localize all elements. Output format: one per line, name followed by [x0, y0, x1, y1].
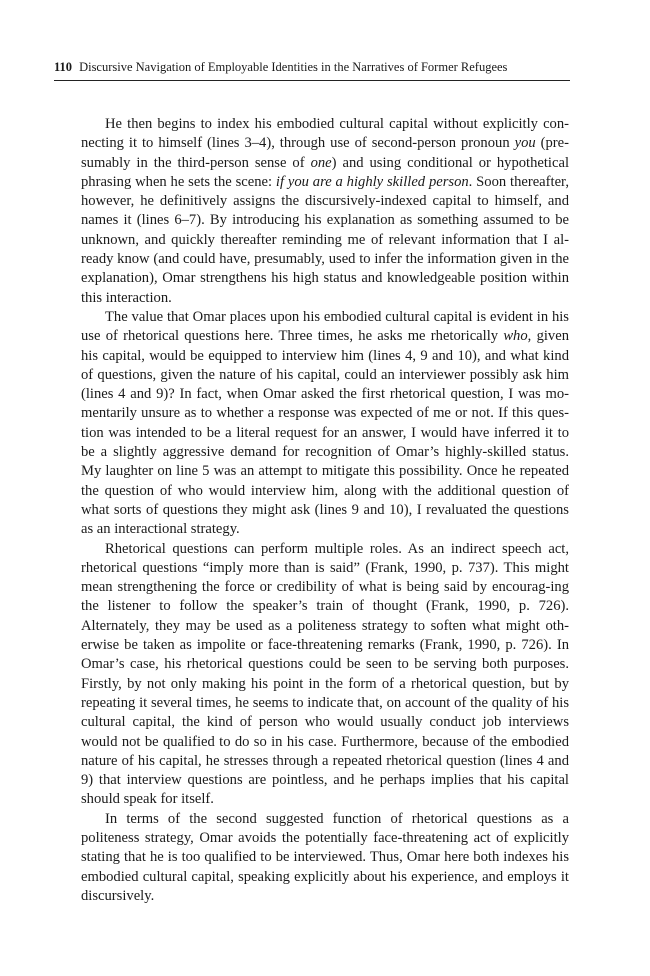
paragraph: [81, 115, 569, 308]
paragraph: [81, 810, 569, 906]
text-run: . Soon thereafter, however, he definitively assigns the discursively-indexed capital to himself, and names it (lines 6–7). By introducing his explanation as something assumed to be unknown, and quickly thereafter reminding me of relevant information that I al-ready know (and could have, presumably, used to infer the information given in the explanation), Omar strengthens his high status and knowledgeable position within this interaction.: [81, 173, 569, 306]
text-run: He then begins to index his embodied cultural capital without explicitly con-necting it to himself (lines 3–4), through use of second-person pronoun: [81, 116, 569, 152]
text-run: Rhetorical questions can perform multiple roles. As an indirect speech act, rhetorical questions “imply more than is said” (Frank, 1990, p. 737). This might mean strengthening the force or credibility of what is being said by encourag-ing the listener to follow the speaker’s train of thought (Frank, 1990, p. 726). Alternately, they may be used as a politeness strategy to soften what might oth-erwise be taken as impolite or face-threatening remarks (Frank, 1990, p. 726). In Omar’s case, his rhetorical questions could be seen to be serving both purposes. Firstly, by not only making his point in the form of a rhetorical question, but by repeating it several times, he seems to indicate that, on account of the quality of his cultural capital, the kind of person who would usually conduct job interviews would not be qualified to do so in his case. Furthermore, because of the embodied nature of his capital, he stresses through a repeated rhetorical question (lines 4 and 9) that interview questions are pointless, and he perhaps implies that his capital should speak for itself.: [81, 540, 569, 808]
italic-text: you: [514, 135, 536, 152]
italic-text: one: [310, 154, 332, 171]
text-run: , given his capital, would be equipped to interview him (lines 4, 9 and 10), and what kind of questions, given the nature of his capital, could an interviewer possibly ask him (lines 4 and 9)? In fact, when Omar asked the first rhetorical question, I was mo-mentarily unsure as to whether a response was expected of me or not. If this ques-tion was intended to be a literal request for an answer, I would have inferred it to be a slightly aggressive demand for recognition of Omar’s highly-skilled status. My laughter on line 5 was an attempt to mitigate this possibility. Once he repeated the question of who would interview him, along with the additional question of what sorts of questions they might ask (lines 9 and 10), I revaluated the questions as an interactional strategy.: [81, 328, 569, 538]
paragraph: [81, 540, 569, 810]
page-number: 110: [54, 60, 73, 74]
text-run: ) and using conditional or hypothetical phrasing when he sets the scene:: [81, 154, 569, 190]
running-head: [54, 58, 570, 81]
italic-text: if you are a highly skilled person: [275, 173, 469, 190]
text-run: In terms of the second suggested function of rhetorical questions as a politeness strategy, Omar avoids the potentially face-threatening act of explicitly stating that he is too qualified to be interviewed. Thus, Omar here both indexes his embodied cultural capital, speaking explicitly about his experience, and employs it discursively.: [81, 810, 569, 904]
running-title: Discursive Navigation of Employable Identities in the Narratives of Former Refugees: [79, 60, 508, 74]
text-run: (pre-sumably in the third-person sense of: [81, 135, 569, 171]
paragraph: [81, 308, 569, 540]
text-run: The value that Omar places upon his embodied cultural capital is evident in his use of rhetorical questions here. Three times, he asks me rhetorically: [81, 308, 569, 345]
body-text: [81, 115, 569, 906]
italic-text: who: [503, 328, 528, 345]
